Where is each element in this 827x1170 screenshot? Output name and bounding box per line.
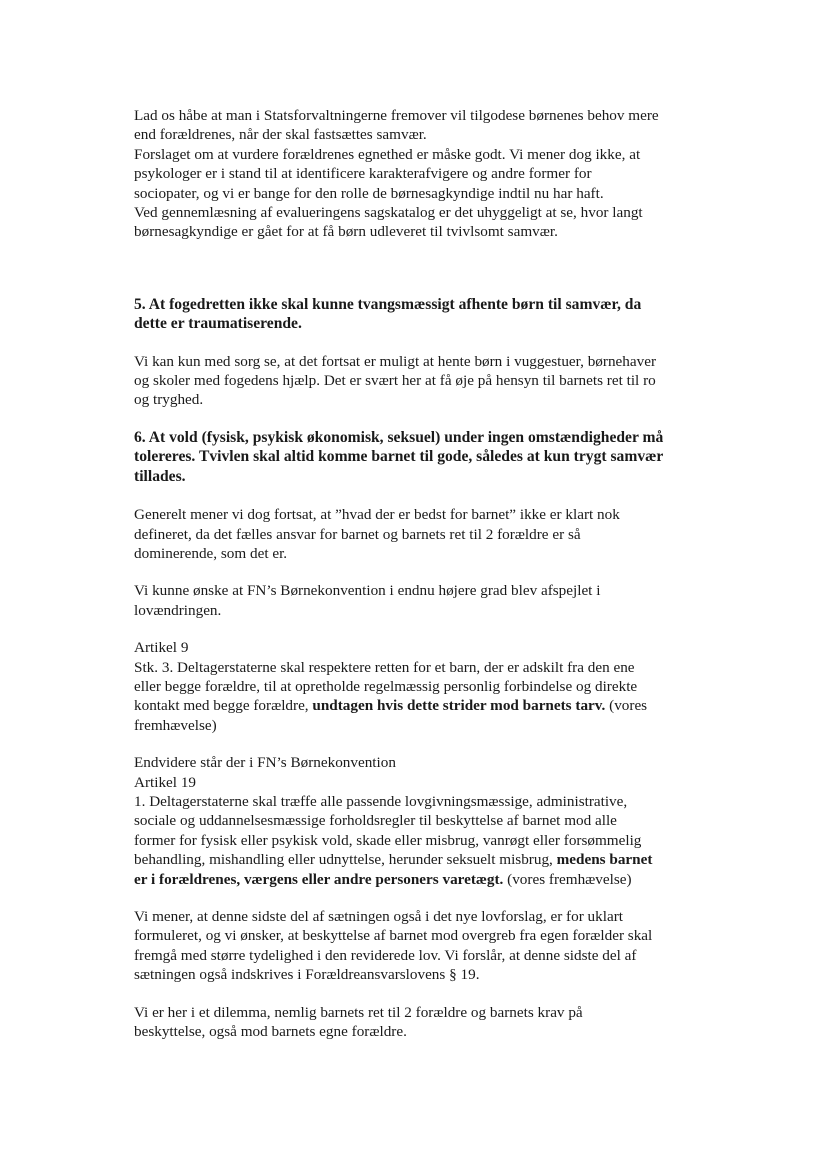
text-line: Ved gennemlæsning af evalueringens sagskatalog er det uhyggeligt at se, hvor langt bbox=[134, 204, 643, 222]
text-line: Endvidere står der i FN’s Børnekonvention bbox=[134, 754, 396, 772]
paragraph-vi-mener bbox=[134, 907, 724, 985]
paragraph-samvaer-intro bbox=[134, 106, 724, 242]
text-line: dominerende, som det er. bbox=[134, 544, 288, 562]
emphasis-text: medens barnet bbox=[556, 851, 653, 869]
text-line: lovændringen. bbox=[134, 601, 222, 619]
heading-line: tillades. bbox=[134, 467, 186, 485]
paragraph-dilemma bbox=[134, 1003, 724, 1042]
text-line: (vores bbox=[605, 697, 648, 715]
text-line: og tryghed. bbox=[134, 391, 204, 409]
paragraph-artikel-9 bbox=[134, 638, 724, 735]
paragraph-artikel-19 bbox=[134, 753, 724, 889]
text-line: Vi kan kun med sorg se, at det fortsat er muligt at hente børn i vuggestuer, børnehaver bbox=[134, 352, 657, 370]
paragraph-boernekonvention bbox=[134, 581, 724, 620]
text-line: (vores fremhævelse) bbox=[503, 870, 632, 888]
text-line: Vi er her i et dilemma, nemlig barnets ret til 2 forældre og barnets krav på bbox=[134, 1003, 583, 1021]
text-line: end forældrenes, når der skal fastsættes samvær. bbox=[134, 126, 427, 144]
emphasis-text: er i forældrenes, værgens eller andre personers varetægt. bbox=[134, 870, 504, 888]
paragraph-generelt bbox=[134, 505, 724, 563]
heading-line: 5. At fogedretten ikke skal kunne tvangsmæssigt afhente børn til samvær, da bbox=[134, 295, 642, 313]
text-line: sociopater, og vi er bange for den rolle de børnesagkyndige indtil nu har haft. bbox=[134, 184, 604, 202]
text-line: børnesagkyndige er gået for at få børn udleveret til tvivlsomt samvær. bbox=[134, 223, 558, 241]
text-line: psykologer er i stand til at identificere karakterafvigere og andre former for bbox=[134, 165, 592, 183]
article-title: Artikel 9 bbox=[134, 639, 189, 657]
text-line: fremhævelse) bbox=[134, 716, 217, 734]
text-line: 1. Deltagerstaterne skal træffe alle passende lovgivningsmæssige, administrative, bbox=[134, 792, 628, 810]
text-line: kontakt med begge forældre, bbox=[134, 697, 313, 715]
text-line: Vi mener, at denne sidste del af sætningen også i det nye lovforslag, er for uklart bbox=[134, 908, 623, 925]
text-line: og skoler med fogedens hjælp. Det er svært her at få øje på hensyn til barnets ret til ro bbox=[134, 372, 656, 390]
text-line: defineret, da det fælles ansvar for barnet og barnets ret til 2 forældre er så bbox=[134, 525, 581, 543]
heading-section-6 bbox=[134, 428, 724, 486]
text-line: sætningen også indskrives i Forældreansvarslovens § 19. bbox=[134, 966, 480, 984]
heading-section-5 bbox=[134, 295, 724, 334]
text-line: Vi kunne ønske at FN’s Børnekonvention i endnu højere grad blev afspejlet i bbox=[134, 582, 601, 600]
emphasis-text: undtagen hvis dette strider mod barnets tarv. bbox=[312, 697, 606, 715]
heading-line: dette er traumatiserende. bbox=[134, 315, 302, 333]
paragraph-fogedretten bbox=[134, 352, 724, 410]
text-line: beskyttelse, også mod barnets egne forældre. bbox=[134, 1023, 407, 1041]
text-line: Stk. 3. Deltagerstaterne skal respektere retten for et barn, der er adskilt fra den ene bbox=[134, 658, 635, 676]
text-line: fremgå med større tydelighed i den reviderede lov. Vi forslår, at denne sidste del af bbox=[134, 946, 637, 964]
article-title: Artikel 19 bbox=[134, 773, 197, 791]
text-line: sociale og uddannelsesmæssige forholdsregler til beskyttelse af barnet mod alle bbox=[134, 812, 617, 830]
text-line: Forslaget om at vurdere forældrenes egnethed er måske godt. Vi mener dog ikke, at bbox=[134, 145, 641, 163]
heading-line: tolereres. Tvivlen skal altid komme barnet til gode, således at kun trygt samvær bbox=[134, 448, 664, 466]
heading-line: 6. At vold (fysisk, psykisk økonomisk, seksuel) under ingen omstændigheder må bbox=[134, 428, 664, 446]
text-line: formuleret, og vi ønsker, at beskyttelse af barnet mod overgreb fra egen forælder skal bbox=[134, 927, 653, 945]
text-line: behandling, mishandling eller udnyttelse, herunder seksuelt misbrug, bbox=[134, 851, 557, 869]
document-body bbox=[134, 106, 724, 1041]
text-line: former for fysisk eller psykisk vold, skade eller misbrug, vanrøgt eller forsømmelig bbox=[134, 831, 642, 849]
text-line: Lad os håbe at man i Statsforvaltningerne fremover vil tilgodese børnenes behov mere bbox=[134, 107, 659, 124]
text-line: eller begge forældre, til at opretholde regelmæssig personlig forbindelse og direkte bbox=[134, 677, 638, 695]
text-line: Generelt mener vi dog fortsat, at ”hvad der er bedst for barnet” ikke er klart nok bbox=[134, 506, 620, 524]
